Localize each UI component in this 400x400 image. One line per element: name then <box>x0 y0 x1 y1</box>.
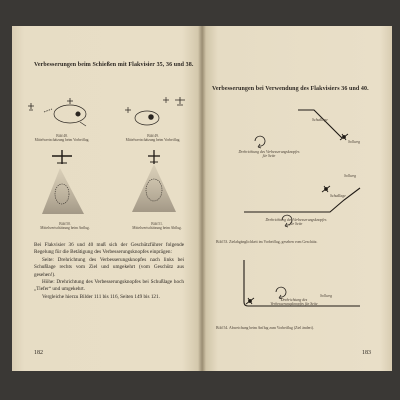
left-page-body <box>34 242 184 301</box>
figure-53-caption: Bild 53. Zielabgänglichkeit im Vorbeiflug, gesehen vom Geschütz. <box>216 240 318 244</box>
paragraph: Bei Flakvisier 36 und 40 muß sich der Geschützführer folgende Regelung für die Betätigung des Verbesserungsknopfes einprägen: <box>34 242 184 256</box>
label-drehrichtung: Drehrichtung des Verbesserungsknopfes für Seite <box>270 298 318 306</box>
left-page <box>12 26 202 371</box>
paragraph: Höhe: Drehrichtung des Verbesserungsknopfes bei Schußlage hoch „Tiefer“ und umgekehrt. <box>34 279 184 293</box>
figure-49-drawing <box>117 92 197 132</box>
left-page-number: 182 <box>34 350 43 356</box>
book-gutter <box>198 26 206 371</box>
label-sollweg: Sollweg <box>320 294 333 298</box>
figure-49-caption: Bild 49. Mittelwertschätzung beim Vorbeiflug. <box>125 134 181 143</box>
label-drehrichtung: Drehrichtung des Verbesserungsknopfes für Seite <box>265 218 327 226</box>
figure-50-caption: Bild 50. Mittelwertschätzung beim Anflug. <box>40 222 90 231</box>
figure-51-drawing <box>124 144 194 214</box>
left-page-title: Verbesserungen beim Schießen mit Flakvisier 35, 36 und 38. <box>34 62 194 68</box>
label-sollweg: Sollweg <box>344 174 357 178</box>
figure-50-drawing <box>32 146 102 216</box>
paragraph: Seite: Drehrichtung des Verbesserungsknopfes nach links bei Schußlage rechts vom Ziel und umgekehrt (vom Geschütz aus gesehen!). <box>34 256 184 278</box>
figure-48-drawing <box>20 92 100 132</box>
right-page <box>202 26 392 371</box>
figure-54-caption: Bild 54. Abweichung beim Anflug zum Vorbeiflug (Ziel ändert). <box>216 326 314 330</box>
right-page-title: Verbesserungen bei Verwendung des Flakvisiers 36 und 40. <box>212 86 369 92</box>
figure-51-caption: Bild 51. Mittelwertschätzung beim Abflug. <box>132 222 182 231</box>
paragraph: Vergleiche hierzu Bilder 111 bis 116, Seiten 149 bis 121. <box>42 293 160 300</box>
book-spread <box>12 26 392 371</box>
label-drehrichtung: Drehrichtung des Verbesserungsknopfes für Seite <box>238 150 300 158</box>
right-page-number: 183 <box>362 350 371 356</box>
label-sollweg: Sollweg <box>348 140 361 144</box>
label-schusslage: Schußlage <box>330 194 346 198</box>
figure-48-caption: Bild 48. Mittelwertschätzung beim Vorbeiflug. <box>34 134 90 143</box>
label-schusslage: Schußlage <box>312 118 328 122</box>
